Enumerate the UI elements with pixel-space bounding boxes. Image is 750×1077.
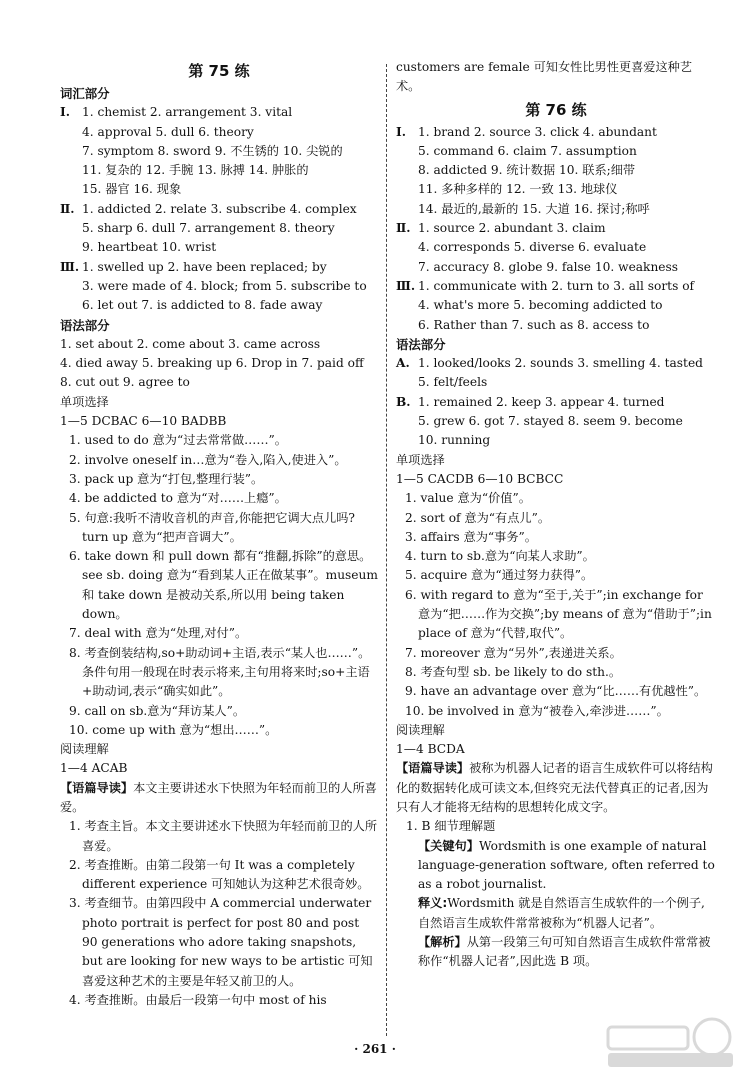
vocab-I-block [60,103,378,199]
guide-label: 【语篇导读】 [396,761,470,776]
analysis-label: 【解析】 [418,935,467,950]
answer-line: 8. cut out 9. agree to [60,375,190,390]
lesson-76-title: 第 76 练 [525,100,587,119]
reading-explanation: 3. 考查细节。由第四段中 A commercial underwater photo portrait is perfect for post 80 and post 90 generations who adore taking snapshots, but are looking for new ways to be artistic 可知喜爱这种艺术的主要是年轻又前卫的人。 [69,896,373,988]
numeral: Ⅲ. [60,259,80,274]
answer-line: 7. symptom 8. sword 9. 不生锈的 10. 尖锐的 [82,143,343,158]
numeral: Ⅱ. [396,221,411,236]
mc-explanation: 10. come up with 意为“想出……”。 [69,722,278,737]
mc-explanation: 1. used to do 意为“过去常常做……”。 [69,433,287,448]
answer-line: 4. approval 5. dull 6. theory [82,124,254,139]
right-column [396,58,716,972]
grammar-B-block [396,393,716,451]
vocab-III-block [396,277,716,335]
mc-heading: 单项选择 [60,394,109,409]
continued-explanation: customers are female 可知女性比男性更喜爱这种艺术。 [396,60,693,94]
vocab-II-block [60,200,378,258]
mc-explanation: 9. call on sb.意为“拜访某人”。 [69,703,246,718]
translation-label: 释义: [418,896,448,911]
grammar-heading: 语法部分 [60,317,110,333]
mc-explanation: 9. have an advantage over 意为“比……有优越性”。 [405,684,707,699]
reading-heading: 阅读理解 [396,722,445,737]
part-label: A. [396,356,410,371]
reading-explanation: 1. 考查主旨。本文主要讲述水下快照为年轻而前卫的人所喜爱。 [69,819,378,853]
mc-answers: 1—5 CACDB 6—10 BCBCC [396,471,564,486]
answer-line: 4. corresponds 5. diverse 6. evaluate [418,240,647,255]
translation-text: Wordsmith 就是自然语言生成软件的一个例子,自然语言生成软件常常被称为“机器人记者”。 [418,896,705,930]
answer-line: 7. accuracy 8. globe 9. false 10. weakness [418,259,679,274]
answer-line: 3. were made of 4. block; from 5. subscribe to [82,278,367,293]
keyword-text: Wordsmith is one example of natural language-generation software, often referred to as a robot journalist. [418,838,715,892]
vocab-heading: 词汇部分 [60,86,110,101]
mc-explanation: 3. pack up 意为“打包,整理行装”。 [69,471,264,486]
passage-guide [60,779,378,818]
guide-label: 【语篇导读】 [60,780,134,795]
reading-heading: 阅读理解 [60,742,109,757]
mc-explanation: 4. be addicted to 意为“对……上瘾”。 [69,491,287,506]
analysis [396,933,716,972]
keyword-sentence [396,837,716,895]
mc-explanation: 5. acquire 意为“通过努力获得”。 [405,568,594,583]
answer-line: 1. addicted 2. relate 3. subscribe 4. complex [82,201,357,216]
answer-line: 6. Rather than 7. such as 8. access to [418,317,650,332]
answer-line: 1. communicate with 2. turn to 3. all sorts of [418,278,695,293]
mc-heading: 单项选择 [396,452,445,467]
answer-line: 1. looked/looks 2. sounds 3. smelling 4. tasted [418,356,703,371]
reading-answers: 1—4 ACAB [60,761,128,776]
mc-explanation: 4. turn to sb.意为“向某人求助”。 [405,549,595,564]
question-1-line: 1. B 细节理解题 [406,819,496,834]
mc-answers: 1—5 DCBAC 6—10 BADBB [60,414,227,429]
mc-explanation: 5. 句意:我听不清收音机的声音,你能把它调大点儿吗? turn up 意为“把声音调大”。 [69,510,355,544]
translation [396,894,716,933]
answer-line: 10. running [418,433,491,448]
grammar-A-block [396,354,716,393]
mc-explanation: 6. take down 和 pull down 都有“推翻,拆除”的意思。see sb. doing 意为“看到某人正在做某事”。museum 和 take down 是被动关系,所以用 being taken down。 [69,549,378,622]
vocab-I-block [396,123,716,219]
answer-line: 1. set about 2. come about 3. came across [60,336,321,351]
answer-line: 5. felt/feels [418,375,488,390]
answer-line: 1. source 2. abundant 3. claim [418,221,606,236]
mc-explanation: 6. with regard to 意为“至于,关于”;in exchange for 意为“把……作为交换”;by means of 意为“借助于”;in place of 意为“代替,取代”。 [405,587,712,641]
answer-line: 11. 复杂的 12. 手腕 13. 脉搏 14. 肿胀的 [82,163,309,178]
vocab-III-block [60,258,378,316]
answer-line: 5. command 6. claim 7. assumption [418,143,637,158]
mc-explanation: 10. be involved in 意为“被卷入,牵涉进……”。 [405,703,669,718]
column-divider [386,64,387,1036]
numeral: Ⅰ. [396,124,406,139]
numeral: Ⅱ. [60,201,75,216]
page-number: · 261 · [354,1042,396,1056]
answer-line: 5. grew 6. got 7. stayed 8. seem 9. become [418,414,683,429]
mc-explanation: 8. 考查倒装结构,so+助动词+主语,表示“某人也……”。条件句用一般现在时表示将来,主句用将来时;so+主语+助动词,表示“确实如此”。 [69,645,371,699]
answer-line: 14. 最近的,最新的 15. 大道 16. 探讨;称呼 [418,201,650,216]
reading-explanation: 4. 考查推断。由最后一段第一句中 most of his [69,992,327,1007]
guide-text: 被称为机器人记者的语言生成软件可以将结构化的数据转化成可读文本,但终究无法代替真正的记者,因为只有人才能将无结构的思想转化成文字。 [396,761,713,814]
answer-line: 9. heartbeat 10. wrist [82,240,217,255]
guide-text: 本文主要讲述水下快照为年轻而前卫的人所喜爱。 [60,780,377,814]
mc-explanation: 3. affairs 意为“事务”。 [405,529,537,544]
answer-line: 6. let out 7. is addicted to 8. fade away [82,298,323,313]
answer-line: 1. swelled up 2. have been replaced; by [82,259,327,274]
keyword-label: 【关键句】 [418,838,479,853]
mc-explanation: 7. moreover 意为“另外”,表递进关系。 [405,645,622,660]
part-label: B. [396,394,411,409]
left-column [60,58,378,1010]
answer-line: 11. 多种多样的 12. 一致 13. 地球仪 [418,182,618,197]
mc-explanation: 8. 考查句型 sb. be likely to do sth.。 [405,664,622,679]
lesson-75-title: 第 75 练 [188,62,250,80]
reading-answers: 1—4 BCDA [396,742,465,757]
vocab-II-block [396,219,716,277]
answer-line: 8. addicted 9. 统计数据 10. 联系;细带 [418,163,636,178]
answer-line: 4. what's more 5. becoming addicted to [418,298,663,313]
watermark-logo-icon [600,1015,740,1070]
mc-explanation: 7. deal with 意为“处理,对付”。 [69,626,248,641]
mc-explanation: 1. value 意为“价值”。 [405,491,531,506]
answer-line: 1. remained 2. keep 3. appear 4. turned [418,394,665,409]
answer-line: 1. brand 2. source 3. click 4. abundant [418,124,657,139]
analysis-text: 从第一段第三句可知自然语言生成软件常常被称作“机器人记者”,因此选 B 项。 [418,935,711,969]
answer-line: 1. chemist 2. arrangement 3. vital [82,105,293,120]
grammar-heading: 语法部分 [396,336,446,352]
reading-explanation: 2. 考查推断。由第二段第一句 It was a completely different experience 可知她认为这种艺术很奇妙。 [69,857,370,892]
answer-line: 15. 器官 16. 现象 [82,182,182,197]
answer-line: 4. died away 5. breaking up 6. Drop in 7. paid off [60,356,364,371]
numeral: Ⅰ. [60,105,70,120]
answer-line: 5. sharp 6. dull 7. arrangement 8. theory [82,221,335,236]
numeral: Ⅲ. [396,278,416,293]
mc-explanation: 2. sort of 意为“有点儿”。 [405,510,551,525]
passage-guide [396,759,716,817]
mc-explanation: 2. involve oneself in…意为“卷入,陷入,使进入”。 [69,452,347,467]
